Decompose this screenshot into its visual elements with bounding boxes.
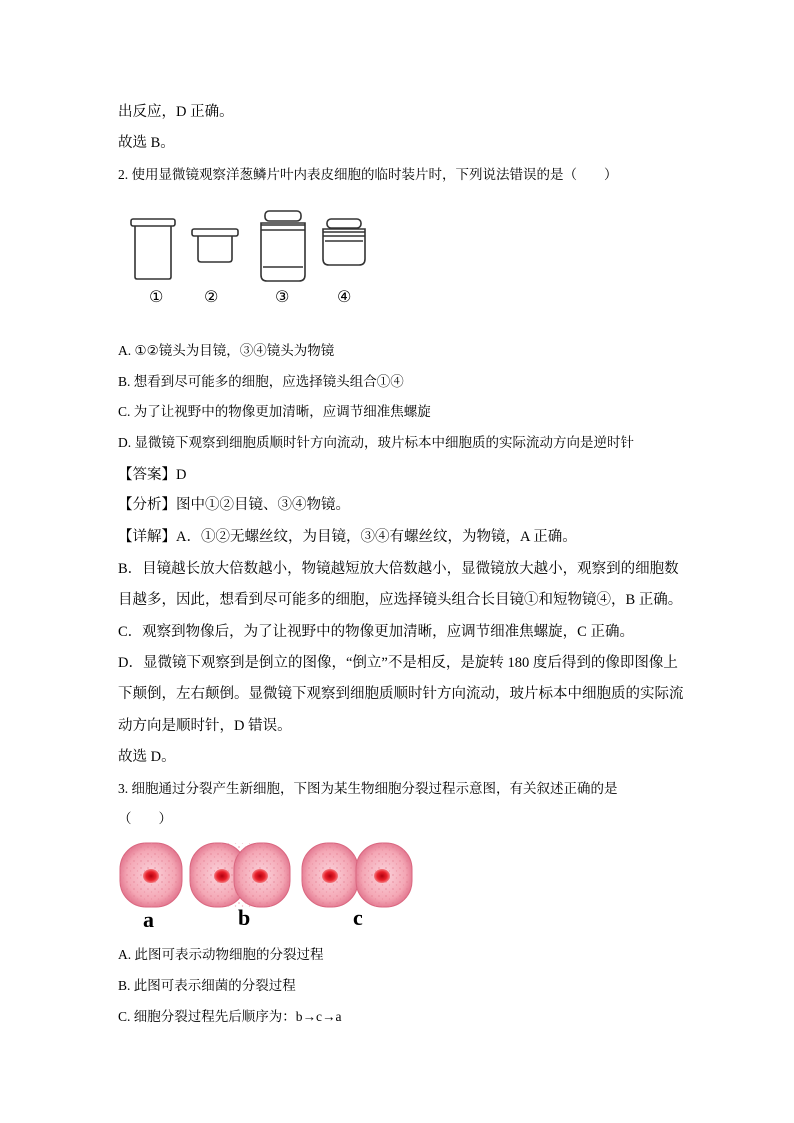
lens-label-1: ① — [149, 287, 164, 306]
lens-label-4: ④ — [337, 287, 352, 306]
cell-label-a: a — [143, 907, 154, 932]
cell-division-figure — [118, 838, 418, 918]
question-3-paren: （ ） — [118, 811, 172, 826]
cell-a-icon — [120, 843, 182, 907]
lens-3-objective-icon — [261, 211, 305, 281]
cell-label-b: b — [238, 905, 251, 930]
option-c: C. 为了让视野中的物像更加清晰，应调节细准焦螺旋 — [118, 404, 431, 419]
lens-label-2: ② — [204, 287, 219, 306]
option-d: D. 显微镜下观察到细胞质顺时针方向流动，玻片标本中细胞质的实际流动方向是逆时针 — [118, 435, 634, 450]
text-line: 故选 B。 — [118, 135, 175, 151]
lens-2-eyepiece-icon — [192, 229, 238, 262]
option-b: B. 想看到尽可能多的细胞，应选择镜头组合①④ — [118, 374, 404, 389]
detail-line: D．显微镜下观察到是倒立的图像，“倒立”不是相反，是旋转 180 度后得到的像即图像上 — [118, 655, 678, 671]
option-a: A. ①②镜头为目镜，③④镜头为物镜 — [118, 343, 335, 358]
answer-line: 【答案】D — [118, 467, 187, 483]
cell-label-c: c — [353, 905, 363, 930]
analysis-line: 【分析】图中①②目镜、③④物镜。 — [118, 497, 350, 513]
q3-option-a: A. 此图可表示动物细胞的分裂过程 — [118, 947, 324, 962]
q3-option-b: B. 此图可表示细菌的分裂过程 — [118, 978, 296, 993]
choose-line: 故选 D。 — [118, 749, 176, 765]
question-2-stem: 2. 使用显微镜观察洋葱鳞片叶内表皮细胞的临时装片时，下列说法错误的是（ ） — [118, 167, 618, 182]
detail-line: 【详解】A．①②无螺丝纹，为目镜，③④有螺丝纹，为物镜，A 正确。 — [118, 529, 577, 545]
cell-c-icon — [302, 843, 412, 907]
detail-line: C．观察到物像后，为了让视野中的物像更加清晰，应调节细准焦螺旋，C 正确。 — [118, 624, 634, 640]
detail-line: 目越多，因此，想看到尽可能多的细胞，应选择镜头组合长目镜①和短物镜④，B 正确。 — [118, 592, 683, 608]
lens-label-3: ③ — [275, 287, 290, 306]
detail-line: 动方向是顺时针，D 错误。 — [118, 718, 292, 734]
lens-1-eyepiece-icon — [131, 219, 175, 279]
cell-b-icon — [190, 843, 290, 907]
detail-line: B．目镜越长放大倍数越小，物镜越短放大倍数越小，显微镜放大越小，观察到的细胞数 — [118, 561, 679, 577]
detail-line: 下颠倒，左右颠倒。显微镜下观察到细胞质顺时针方向流动，玻片标本中细胞质的实际流 — [118, 686, 684, 702]
question-3-stem: 3. 细胞通过分裂产生新细胞，下图为某生物细胞分裂过程示意图，有关叙述正确的是 — [118, 781, 618, 796]
text-line: 出反应，D 正确。 — [118, 104, 234, 120]
q3-option-c: C. 细胞分裂过程先后顺序为：b→c→a — [118, 1009, 342, 1024]
lens-4-objective-icon — [323, 219, 365, 265]
